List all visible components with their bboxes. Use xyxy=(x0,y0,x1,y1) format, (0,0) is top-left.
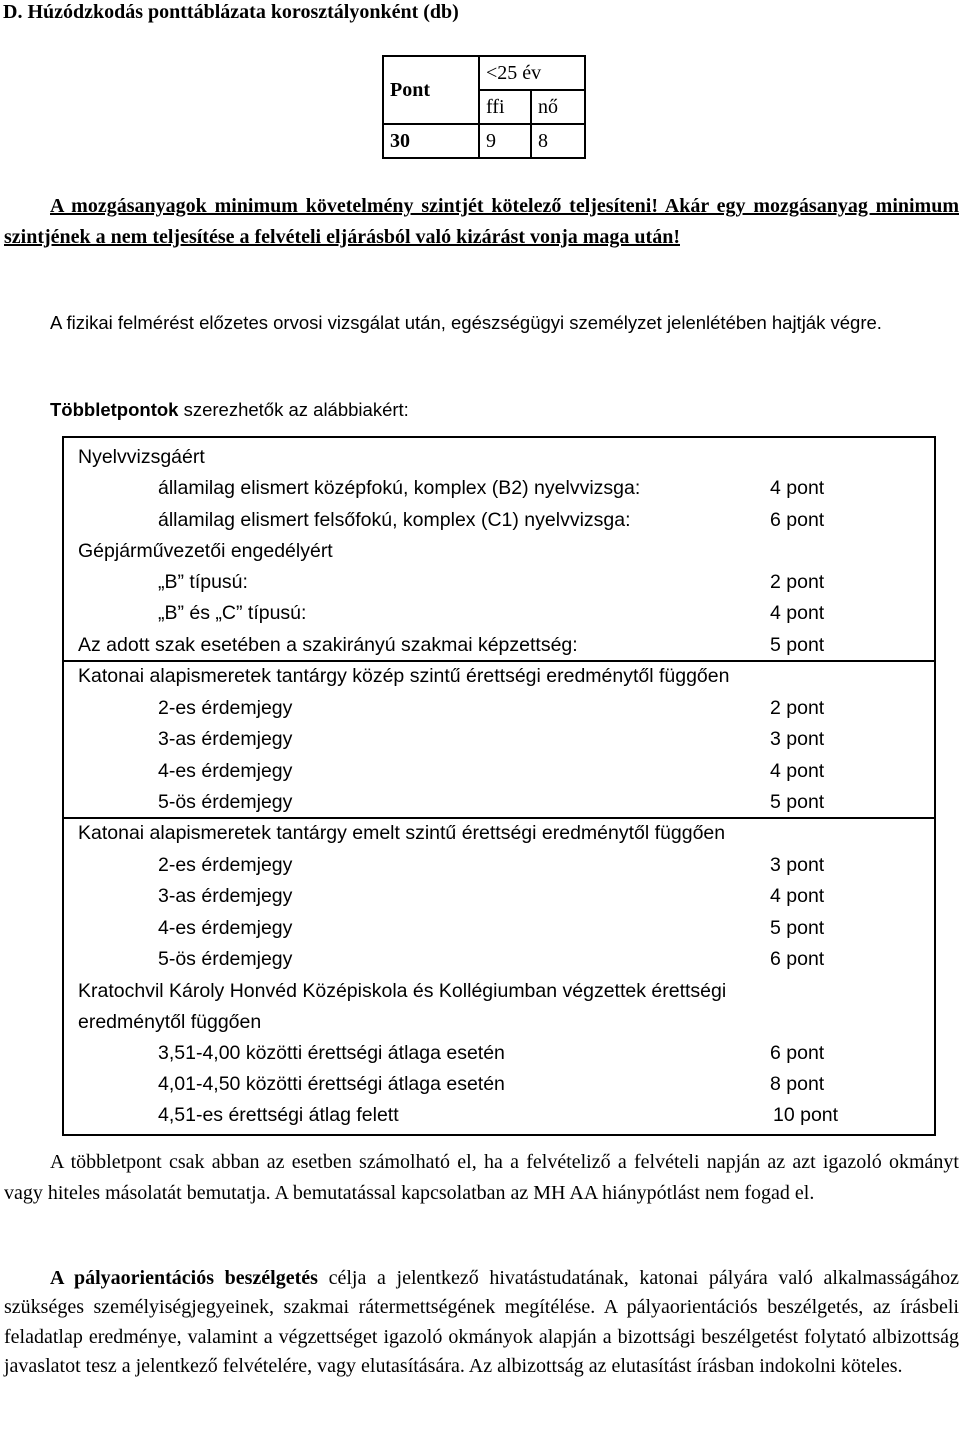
kozep-item-label: 4-es érdemjegy xyxy=(158,760,293,782)
nyelv-item-points: 4 pont xyxy=(770,477,825,499)
tobbletpont-text: A többletpont csak abban az esetben számolható el, ha a felvételiző a felvételi napján az azt igazoló okmányt vagy hiteles másolatát bemutatja. A bemutatással kapcsolatban az MH AA hiánypótlást nem fogad el. xyxy=(4,1151,959,1204)
nyelv-item-label: államilag elismert középfokú, komplex (B2) nyelvvizsga: xyxy=(158,477,641,499)
tobbletpontok-rest: szerezhetők az alábbiakért: xyxy=(178,399,409,420)
palya-text: célja a jelentkező hivatástudatának, katonai pályára való alkalmasságához szükséges személyiségjegyeinek, szakmai rátermettségének megítélése. A pályaorientációs beszélgetés, az írásbeli feladatlap eredménye, valamint a végzettséget igazoló okmányok alapján a bizottsági beszélgetést folytató albizottság javaslatot tesz a jelentkező felvételére, vagy elutasítására. Az albizottság az elutasítást írásban indokolni köteles. xyxy=(4,1267,960,1377)
kratochvil-header-cont: eredménytől függően xyxy=(78,1011,262,1033)
emelt-item-points: 4 pont xyxy=(770,885,825,907)
emelt-item-label: 5-ös érdemjegy xyxy=(158,948,293,970)
cell-pont: 30 xyxy=(383,124,479,158)
gepjarmu-item-points: 2 pont xyxy=(770,571,825,593)
kozep-item-label: 3-as érdemjegy xyxy=(158,728,293,750)
header-no: nő xyxy=(531,90,585,124)
emelt-item-label: 3-as érdemjegy xyxy=(158,885,293,907)
kratochvil-item-points: 10 pont xyxy=(773,1104,839,1126)
tobbletpontok-intro xyxy=(50,395,409,425)
requirement-text: A mozgásanyagok minimum követelmény szintjét kötelező teljesíteni! Akár egy mozgásanyag minimum szintjének a nem teljesítése a felvételi eljárásból való kizárást vonja maga után! xyxy=(4,195,959,248)
cell-ffi: 9 xyxy=(479,124,531,158)
emelt-item-points: 5 pont xyxy=(770,917,825,939)
kozep-item-label: 2-es érdemjegy xyxy=(158,697,293,719)
szak-label: Az adott szak esetében a szakirányú szakmai képzettség: xyxy=(78,634,578,656)
requirement-paragraph xyxy=(4,191,959,253)
szak-points: 5 pont xyxy=(770,634,825,656)
table-row xyxy=(383,124,585,158)
kratochvil-header: Kratochvil Károly Honvéd Középiskola és Kollégiumban végzettek érettségi xyxy=(78,980,727,1002)
gepjarmu-header: Gépjárművezetői engedélyért xyxy=(78,540,333,562)
pont-table xyxy=(382,55,586,159)
nyelv-header: Nyelvvizsgáért xyxy=(78,446,205,468)
table-header-row xyxy=(383,56,585,90)
kratochvil-item-points: 6 pont xyxy=(770,1042,825,1064)
bonus-points-box xyxy=(62,436,936,1136)
emelt-header: Katonai alapismeretek tantárgy emelt szintű érettségi eredménytől függően xyxy=(78,822,726,844)
nyelv-item-points: 6 pont xyxy=(770,509,825,531)
kratochvil-item-points: 8 pont xyxy=(770,1073,825,1095)
tobbletpontok-bold: Többletpontok xyxy=(50,399,179,420)
palya-bold: A pályaorientációs beszélgetés xyxy=(50,1267,318,1289)
gepjarmu-item-label: „B” típusú: xyxy=(158,571,248,593)
emelt-item-points: 6 pont xyxy=(770,948,825,970)
gepjarmu-item-points: 4 pont xyxy=(770,602,825,624)
header-ffi: ffi xyxy=(479,90,531,124)
palya-paragraph xyxy=(4,1264,959,1381)
kozep-item-label: 5-ös érdemjegy xyxy=(158,791,293,813)
kratochvil-item-label: 4,51-es érettségi átlag felett xyxy=(158,1104,399,1126)
emelt-item-points: 3 pont xyxy=(770,854,825,876)
section-heading: D. Húzódzkodás ponttáblázata korosztályonként (db) xyxy=(3,1,459,23)
kozep-item-points: 3 pont xyxy=(770,728,825,750)
kozep-item-points: 2 pont xyxy=(770,697,825,719)
kratochvil-item-label: 3,51-4,00 közötti érettségi átlaga esetén xyxy=(158,1042,505,1064)
divider xyxy=(64,660,934,662)
divider xyxy=(64,817,934,819)
emelt-item-label: 4-es érdemjegy xyxy=(158,917,293,939)
cell-no: 8 xyxy=(531,124,585,158)
kozep-item-points: 4 pont xyxy=(770,760,825,782)
emelt-item-label: 2-es érdemjegy xyxy=(158,854,293,876)
gepjarmu-item-label: „B” és „C” típusú: xyxy=(158,602,307,624)
kratochvil-item-label: 4,01-4,50 közötti érettségi átlaga esetén xyxy=(158,1073,505,1095)
fizikai-text: A fizikai felmérést előzetes orvosi vizsgálat után, egészségügyi személyzet jelenlétében hajtják végre. xyxy=(50,312,882,333)
nyelv-item-label: államilag elismert felsőfokú, komplex (C1) nyelvvizsga: xyxy=(158,509,631,531)
fizikai-paragraph xyxy=(4,308,959,338)
kozep-item-points: 5 pont xyxy=(770,791,825,813)
kozep-header: Katonai alapismeretek tantárgy közép szintű érettségi eredménytől függően xyxy=(78,665,730,687)
header-pont: Pont xyxy=(383,56,479,124)
tobbletpont-paragraph xyxy=(4,1147,959,1209)
header-age: <25 év xyxy=(479,56,585,90)
